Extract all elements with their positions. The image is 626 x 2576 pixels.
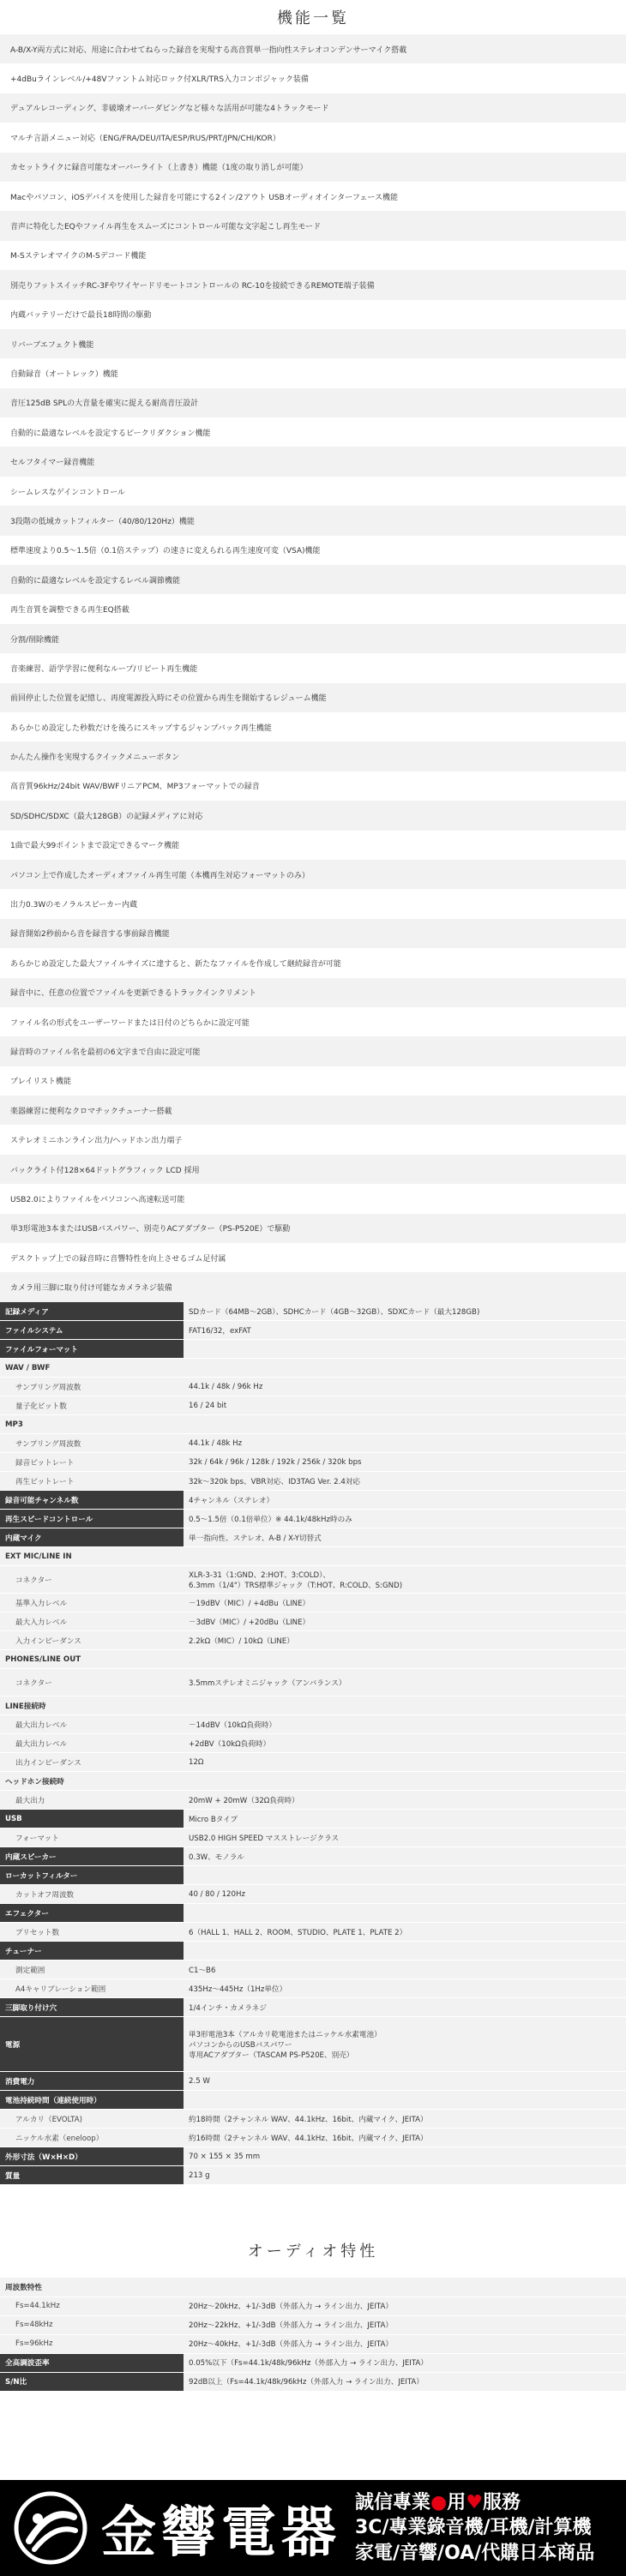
- spec-row: [0, 1998, 626, 2017]
- spec-label: サンプリング周波数: [0, 1434, 184, 1453]
- spec-value: 2.2kΩ（MIC）/ 10kΩ（LINE）: [184, 1631, 626, 1650]
- spec-label: 電池持続時間（連続使用時）: [0, 2091, 184, 2110]
- spec-row: [0, 2129, 626, 2147]
- spec-row: [0, 1453, 626, 1472]
- spec-row: [0, 1321, 626, 1340]
- spec-value: 0.05%以下（Fs=44.1k/48k/96kHz（外部入力 → ライン出力、JEITA）: [184, 2353, 626, 2372]
- spec-label: 三脚取り付け穴: [0, 1998, 184, 2017]
- spec-row: [0, 1434, 626, 1453]
- spec-value: 4チャンネル（ステレオ）: [184, 1491, 626, 1510]
- spec-label: ニッケル水素（eneloop）: [0, 2129, 184, 2147]
- spec-row: [0, 1472, 626, 1491]
- features-list: [0, 34, 626, 1302]
- spec-label: Fs=96kHz: [0, 2334, 184, 2353]
- spec-label: 入力インピーダンス: [0, 1631, 184, 1650]
- spec-row: [0, 2372, 626, 2391]
- spec-value: 44.1k / 48k Hz: [184, 1434, 626, 1453]
- spec-label: エフェクター: [0, 1904, 184, 1923]
- spec-table: [0, 1302, 626, 2186]
- spec-value: [184, 1415, 626, 1434]
- spec-value: 3.5mmステレオミニジャック（アンバランス）: [184, 1669, 626, 1696]
- spec-row: [0, 2334, 626, 2353]
- spec-row: [0, 1885, 626, 1904]
- spec-value: 12Ω: [184, 1753, 626, 1772]
- spec-label: Fs=48kHz: [0, 2315, 184, 2334]
- spec-label: 内蔵マイク: [0, 1528, 184, 1547]
- spec-row: [0, 1378, 626, 1396]
- spec-label: 記録メディア: [0, 1302, 184, 1321]
- feature-item: 3段階の低域カットフィルター（40/80/120Hz）機能: [0, 506, 626, 535]
- spec-value: 44.1k / 48k / 96k Hz: [184, 1378, 626, 1396]
- spec-value: [184, 1942, 626, 1961]
- spec-row: [0, 1942, 626, 1961]
- spec-value: 20Hz～22kHz、+1/-3dB（外部入力 → ライン出力、JEITA）: [184, 2315, 626, 2334]
- spec-value: 0.5～1.5倍（0.1倍単位）※ 44.1k/48kHz時のみ: [184, 1510, 626, 1528]
- spec-value: [184, 1359, 626, 1378]
- feature-item: パソコン上で作成したオーディオファイル再生可能（本機再生対応フォーマットのみ）: [0, 860, 626, 889]
- spec-row: [0, 1612, 626, 1631]
- feature-item: 楽器練習に便利なクロマチックチューナー搭載: [0, 1096, 626, 1125]
- spec-label: ファイルフォーマット: [0, 1340, 184, 1359]
- spec-value: SDカード（64MB～2GB）、SDHCカード（4GB～32GB）、SDXCカード（最大128GB): [184, 1302, 626, 1321]
- spec-label: プリセット数: [0, 1923, 184, 1942]
- feature-item: 別売りフットスイッチRC-3Fやワイヤードリモートコントロールの RC-10を接続できるREMOTE端子装備: [0, 270, 626, 299]
- spec-value: 2.5 W: [184, 2072, 626, 2091]
- feature-item: Macやパソコン、iOSデバイスを使用した録音を可能にする2イン/2アウト USBオーディオインターフェース機能: [10, 193, 398, 202]
- spec-row: [0, 1631, 626, 1650]
- spec-row: [0, 1396, 626, 1415]
- spec-row: [0, 1547, 626, 1566]
- spec-value: USB2.0 HIGH SPEED マスストレージクラス: [184, 1828, 626, 1847]
- spec-row: [0, 2297, 626, 2315]
- spec-value: [184, 1547, 626, 1566]
- spec-label: サンプリング周波数: [0, 1378, 184, 1396]
- spec-label: 最大出力レベル: [0, 1715, 184, 1734]
- feature-item: 自動的に最適なレベルを設定するレベル調節機能: [0, 565, 626, 594]
- store-banner: [0, 2480, 626, 2576]
- spec-label: USB: [0, 1810, 184, 1828]
- slogan-line-1: [355, 2491, 594, 2515]
- spec-value: [184, 1904, 626, 1923]
- spec-row: [0, 2110, 626, 2129]
- spec-value: 単3形電池3本（アルカリ乾電池またはニッケル水素電池） パソコンからのUSBバスパワー 専用ACアダプター（TASCAM PS-P520E、別売）: [184, 2017, 626, 2072]
- spec-label: アルカリ（EVOLTA): [0, 2110, 184, 2129]
- feature-item: ファイル名の形式をユーザーワードまたは日付のどちらかに設定可能: [10, 1018, 250, 1028]
- spec-value: 約16時間（2チャンネル WAV、44.1kHz、16bit、内蔵マイク、JEITA）: [184, 2129, 626, 2147]
- spec-label: 録音ビットレート: [0, 1453, 184, 1472]
- feature-item: 出力0.3Wのモノラルスピーカー内蔵: [10, 901, 138, 910]
- spec-label: 最大出力レベル: [0, 1734, 184, 1753]
- feature-item: 前回停止した位置を記憶し、再度電源投入時にその位置から再生を開始するレジューム機能: [0, 683, 626, 712]
- spec-value: [184, 2278, 626, 2297]
- heart-icon: ♥: [466, 2491, 483, 2513]
- spec-label: 測定範囲: [0, 1961, 184, 1979]
- spec-label: 全高調波歪率: [0, 2353, 184, 2372]
- spec-row: [0, 1753, 626, 1772]
- feature-item: 録音中に、任意の位置でファイルを更新できるトラックインクリメント: [0, 978, 626, 1007]
- feature-item: プレイリスト機能: [10, 1078, 72, 1087]
- spec-row: [0, 1528, 626, 1547]
- spec-row: [0, 2091, 626, 2110]
- spec-label: 質量: [0, 2166, 184, 2185]
- spec-value: 20mW + 20mW（32Ω負荷時）: [184, 1791, 626, 1810]
- spec-row: [0, 2017, 626, 2072]
- spec-label: MP3: [0, 1415, 184, 1434]
- spec-label: カットオフ周波数: [0, 1885, 184, 1904]
- spec-label: 外形寸法（W×H×D）: [0, 2147, 184, 2166]
- spec-label: 出力インピーダンス: [0, 1753, 184, 1772]
- features-title-text: 機能一覧: [277, 9, 349, 27]
- spec-value: 70 × 155 × 35 mm: [184, 2147, 626, 2166]
- feature-item: カセットライクに録音可能なオーバーライト（上書き）機能（1度の取り消しが可能）: [0, 153, 626, 182]
- feature-item: マルチ言語メニュー対応（ENG/FRA/DEU/ITA/ESP/RUS/PRT/JPN/CHI/KOR）: [10, 134, 280, 143]
- feature-item: シームレスなゲインコントロール: [10, 488, 125, 497]
- spec-value: 約18時間（2チャンネル WAV、44.1kHz、16bit、内蔵マイク、JEITA）: [184, 2110, 626, 2129]
- feature-item: +4dBuラインレベル/+48Vファントム対応ロック付XLR/TRS入力コンボジャック装備: [10, 75, 309, 85]
- spec-row: [0, 1904, 626, 1923]
- spec-label: PHONES/LINE OUT: [0, 1650, 184, 1669]
- spec-label: 電源: [0, 2017, 184, 2072]
- feature-item: デスクトップ上での録音時に音響特性を向上させるゴム足付属: [10, 1254, 226, 1264]
- spec-row: [0, 2278, 626, 2297]
- spec-row: [0, 1772, 626, 1791]
- spec-label: LINE接続時: [0, 1696, 184, 1715]
- feature-item: かんたん操作を実現するクイックメニューボタン: [0, 742, 626, 771]
- feature-item: デュアルレコーディング、非破壊オーバーダビングなど様々な活用が可能な4トラックモード: [0, 93, 626, 123]
- spec-row: [0, 1961, 626, 1979]
- spec-label: 最大出力: [0, 1791, 184, 1810]
- spec-label: 最大入力レベル: [0, 1612, 184, 1631]
- audio-title-text: オーディオ特性: [247, 2243, 379, 2261]
- spec-label: チューナー: [0, 1942, 184, 1961]
- spec-row: [0, 1340, 626, 1359]
- spec-value: [184, 1866, 626, 1885]
- spec-row: [0, 2166, 626, 2185]
- spec-value: FAT16/32，exFAT: [184, 1321, 626, 1340]
- spec-label: EXT MIC/LINE IN: [0, 1547, 184, 1566]
- feature-item: 録音時のファイル名を最初の6文字まで自由に設定可能: [0, 1036, 626, 1066]
- spec-value: 32k～320k bps、VBR対応、ID3TAG Ver. 2.4対応: [184, 1472, 626, 1491]
- spec-value: 1/4インチ・カメラネジ: [184, 1998, 626, 2017]
- spec-row: [0, 1510, 626, 1528]
- spec-value: 単一指向性、ステレオ、A-B / X-Y切替式: [184, 1528, 626, 1547]
- spec-label: ヘッドホン接続時: [0, 1772, 184, 1791]
- feature-item: バックライト付128×64ドットグラフィック LCD 採用: [0, 1155, 626, 1184]
- spec-value: +2dBV（10kΩ負荷時）: [184, 1734, 626, 1753]
- spec-row: [0, 1923, 626, 1942]
- spec-value: －3dBV（MIC）/ +20dBu（LINE）: [184, 1612, 626, 1631]
- store-slogan: [355, 2491, 594, 2566]
- spec-value: XLR-3-31（1:GND、2:HOT、3:COLD）、 6.3mm（1/4"）TRS標準ジャック（T:HOT、R:COLD、S:GND): [184, 1566, 626, 1594]
- spec-row: [0, 1828, 626, 1847]
- spec-value: 40 / 80 / 120Hz: [184, 1885, 626, 1904]
- spec-label: 録音可能チャンネル数: [0, 1491, 184, 1510]
- spec-row: [0, 1866, 626, 1885]
- spec-label: 基準入力レベル: [0, 1594, 184, 1612]
- feature-item: 音楽練習、語学学習に便利なループ/リピート再生機能: [10, 664, 198, 674]
- spec-row: [0, 2315, 626, 2334]
- spec-row: [0, 2072, 626, 2091]
- spec-label: WAV / BWF: [0, 1359, 184, 1378]
- feature-item: 高音質96kHz/24bit WAV/BWFリニアPCM、MP3フォーマットでの録音: [10, 783, 260, 792]
- spec-value: 20Hz～40kHz、+1/-3dB（外部入力 → ライン出力、JEITA）: [184, 2334, 626, 2353]
- feature-item: 標準速度より0.5～1.5倍（0.1倍ステップ）の速さに変えられる再生速度可変（VSA)機能: [10, 547, 321, 556]
- spec-label: A4キャリブレーション範囲: [0, 1979, 184, 1998]
- feature-item: SD/SDHC/SDXC（最大128GB）の記録メディアに対応: [0, 801, 626, 830]
- slogan-part: 服務: [482, 2491, 521, 2513]
- spec-label: ファイルシステム: [0, 1321, 184, 1340]
- spec-row: [0, 1847, 626, 1866]
- spec-row: [0, 1491, 626, 1510]
- spec-row: [0, 1594, 626, 1612]
- dot-icon: ●: [430, 2491, 448, 2513]
- feature-item: 音圧125dB SPLの大音量を確実に捉える耐高音圧設計: [0, 388, 626, 417]
- spec-label: コネクター: [0, 1566, 184, 1594]
- spec-row: [0, 1734, 626, 1753]
- spec-row: [0, 1810, 626, 1828]
- spec-label: コネクター: [0, 1669, 184, 1696]
- spec-value: [184, 1650, 626, 1669]
- spec-value: 92dB以上（Fs=44.1k/48k/96kHz（外部入力 → ライン出力、JEITA）: [184, 2372, 626, 2391]
- spec-label: Fs=44.1kHz: [0, 2297, 184, 2315]
- spec-label: 消費電力: [0, 2072, 184, 2091]
- spec-value: [184, 1696, 626, 1715]
- feature-item: ステレオミニホンライン出力/ヘッドホン出力端子: [10, 1137, 183, 1146]
- feature-item: 自動録音（オートレック）機能: [10, 369, 118, 379]
- spec-label: 再生スピードコントロール: [0, 1510, 184, 1528]
- feature-item: 再生音質を調整できる再生EQ搭載: [10, 606, 129, 615]
- features-title: [0, 0, 626, 34]
- spec-value: －19dBV（MIC）/ +4dBu（LINE）: [184, 1594, 626, 1612]
- spec-label: S/N比: [0, 2372, 184, 2391]
- spec-label: 周波数特性: [0, 2278, 184, 2297]
- feature-item: 音声に特化したEQやファイル再生をスムーズにコントロール可能な文字起こし再生モード: [0, 211, 626, 240]
- feature-item: 録音開始2秒前から音を録音する事前録音機能: [0, 919, 626, 948]
- slogan-part: 誠信專業: [355, 2491, 431, 2513]
- spec-value: 435Hz～445Hz（1Hz単位）: [184, 1979, 626, 1998]
- spec-value: 20Hz～20kHz、+1/-3dB（外部入力 → ライン出力、JEITA）: [184, 2297, 626, 2315]
- feature-item: リバーブエフェクト機能: [0, 329, 626, 358]
- spec-value: －14dBV（10kΩ負荷時）: [184, 1715, 626, 1734]
- spec-value: [184, 1772, 626, 1791]
- spec-value: 213 g: [184, 2166, 626, 2185]
- spec-value: [184, 1340, 626, 1359]
- spec-row: [0, 1415, 626, 1434]
- feature-item: M-SステレオマイクのM-Sデコード機能: [10, 252, 147, 261]
- slogan-line-2: 3C/專業錄音機/耳機/計算機: [355, 2517, 592, 2539]
- feature-item: USB2.0によりファイルをパソコンへ高速転送可能: [10, 1195, 185, 1204]
- slogan-part: 用: [447, 2491, 466, 2513]
- feature-item: カメラ用三脚に取り付け可能なカメラネジ装備: [0, 1272, 626, 1301]
- spec-value: 6（HALL 1、HALL 2、ROOM、STUDIO、PLATE 1、PLATE 2）: [184, 1923, 626, 1942]
- feature-item: A-B/X-Y両方式に対応、用途に合わせてねらった録音を実現する高音質単一指向性ステレオコンデンサーマイク搭載: [0, 34, 626, 63]
- spec-value: Micro Bタイプ: [184, 1810, 626, 1828]
- slogan-line-3: 家電/音響/OA/代購日本商品: [355, 2542, 595, 2564]
- spec-row: [0, 1650, 626, 1669]
- feature-item: あらかじめ設定した最大ファイルサイズに達すると、新たなファイルを作成して継続録音が可能: [10, 959, 341, 969]
- store-logo-icon: [12, 2489, 89, 2567]
- spec-label: 再生ビットレート: [0, 1472, 184, 1491]
- feature-item: セルフタイマー録音機能: [0, 447, 626, 476]
- feature-item: 1曲で最大99ポイントまで設定できるマーク機能: [10, 842, 180, 851]
- spec-row: [0, 2353, 626, 2372]
- spec-label: 量子化ビット数: [0, 1396, 184, 1415]
- spec-value: 0.3W、モノラル: [184, 1847, 626, 1866]
- spec-row: [0, 1566, 626, 1594]
- spec-row: [0, 1359, 626, 1378]
- feature-item: 分割/削除機能: [0, 624, 626, 653]
- feature-item: 自動的に最適なレベルを設定するピークリダクション機能: [10, 429, 211, 438]
- spec-label: フォーマット: [0, 1828, 184, 1847]
- spec-label: ローカットフィルター: [0, 1866, 184, 1885]
- spec-row: [0, 1791, 626, 1810]
- spec-value: C1～B6: [184, 1961, 626, 1979]
- spec-row: [0, 1302, 626, 1321]
- spec-row: [0, 1979, 626, 1998]
- spec-label: 内蔵スピーカー: [0, 1847, 184, 1866]
- spec-value: 32k / 64k / 96k / 128k / 192k / 256k / 320k bps: [184, 1453, 626, 1472]
- spec-value: [184, 2091, 626, 2110]
- feature-item: あらかじめ設定した秒数だけを後ろにスキップするジャンプバック再生機能: [10, 724, 272, 733]
- store-brand: 金響電器: [101, 2501, 341, 2565]
- spec-row: [0, 1669, 626, 1696]
- spec-row: [0, 2147, 626, 2166]
- feature-item: 内蔵バッテリーだけで最長18時間の駆動: [10, 311, 152, 321]
- spec-row: [0, 1696, 626, 1715]
- audio-title: [0, 2223, 626, 2278]
- spec-value: 16 / 24 bit: [184, 1396, 626, 1415]
- feature-item: 単3形電池3本またはUSBバスパワー、別売りACアダプター（PS-P520E）で駆動: [0, 1214, 626, 1243]
- audio-spec-table: [0, 2278, 626, 2392]
- spec-row: [0, 1715, 626, 1734]
